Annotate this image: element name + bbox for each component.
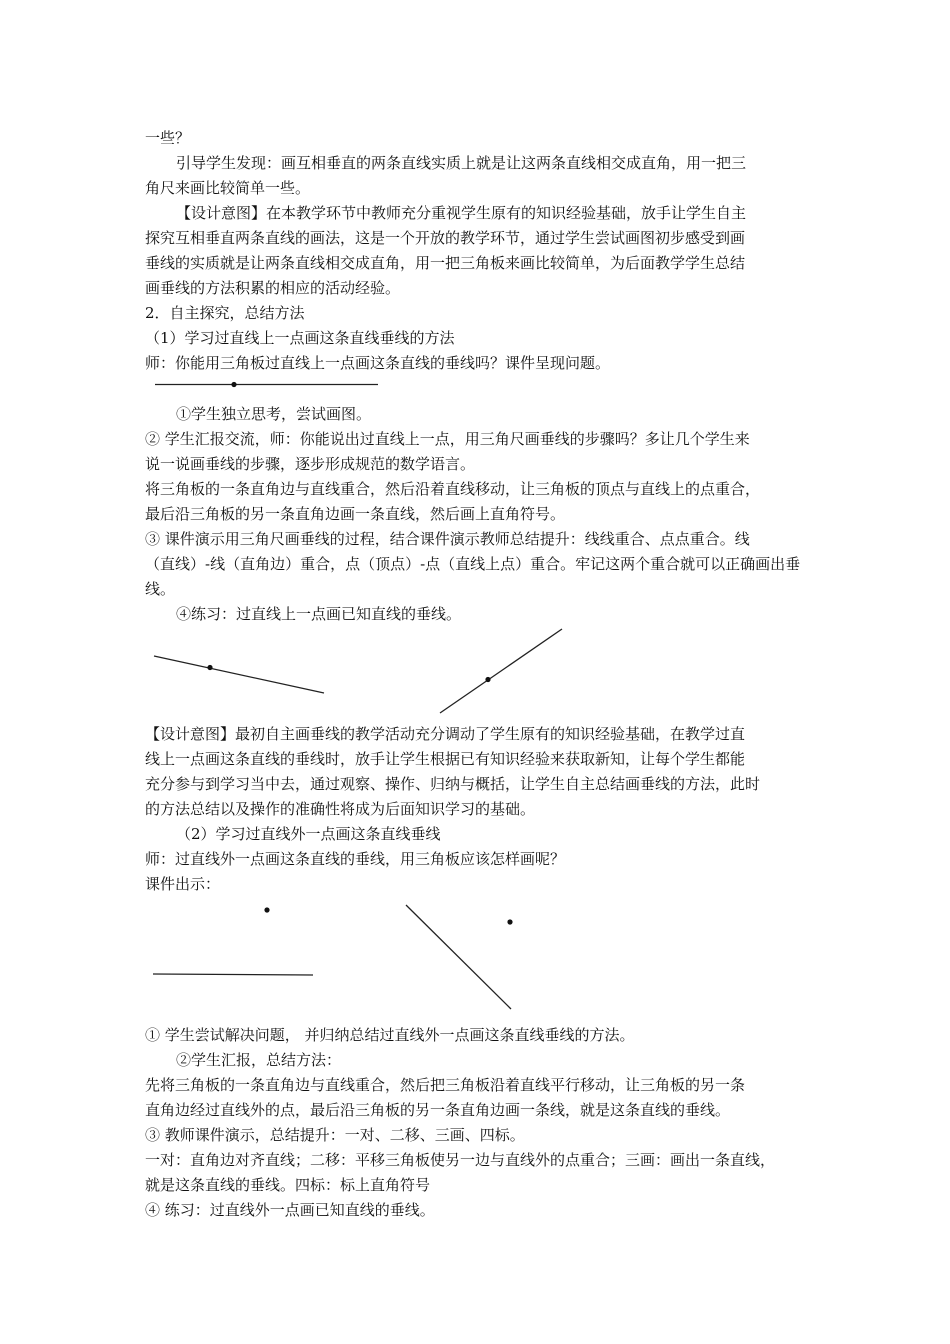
point-outside-line-2 <box>507 919 512 924</box>
paragraph-line: 的方法总结以及操作的准确性将成为后面知识学习的基础。 <box>145 800 536 818</box>
paragraph-line: 画垂线的方法积累的相应的活动经验。 <box>145 279 401 297</box>
paragraph-line: 将三角板的一条直角边与直线重合，然后沿着直线移动，让三角板的顶点与直线上的点重合， <box>145 480 761 498</box>
point-on-line <box>231 382 236 387</box>
paragraph-line: ②学生汇报，总结方法： <box>176 1051 342 1069</box>
paragraph-line: 直角边经过直线外的点，最后沿三角板的另一条直角边画一条线，就是这条直线的垂线。 <box>145 1101 731 1119</box>
design-intent-line: 【设计意图】最初自主画垂线的教学活动充分调动了学生原有的知识经验基础，在教学过直 <box>145 725 746 743</box>
paragraph-line: ④ 练习：过直线外一点画已知直线的垂线。 <box>145 1201 435 1219</box>
paragraph-line: 先将三角板的一条直角边与直线重合，然后把三角板沿着直线平行移动，让三角板的另一条 <box>145 1076 746 1094</box>
paragraph-line: ④练习：过直线上一点画已知直线的垂线。 <box>176 605 462 623</box>
paragraph-line: 最后沿三角板的另一条直角边画一条直线，然后画上直角符号。 <box>145 505 566 523</box>
paragraph-line: 一对：直角边对齐直线；二移：平移三角板使另一边与直线外的点重合；三画：画出一条直线， <box>145 1151 776 1169</box>
horizontal-line <box>153 974 313 975</box>
paragraph-line: 充分参与到学习当中去，通过观察、操作、归纳与概括，让学生自主总结画垂线的方法，此时 <box>145 775 761 793</box>
point-on-line-2 <box>485 677 490 682</box>
paragraph-line: ①学生独立思考，尝试画图。 <box>176 405 372 423</box>
paragraph-line: 垂线的实质就是让两条直线相交成直角，用一把三角板来画比较简单，为后面教学学生总结 <box>145 254 746 272</box>
point-on-line-1 <box>207 665 212 670</box>
paragraph-line: 引导学生发现：画互相垂直的两条直线实质上就是让这两条直线相交成直角，用一把三 <box>176 154 747 172</box>
paragraph-line: 线。 <box>145 580 176 598</box>
paragraph-line: ③ 教师课件演示，总结提升：一对、二移、三画、四标。 <box>145 1126 525 1144</box>
figure-line-with-point <box>150 376 390 394</box>
paragraph-line: 线上一点画这条直线的垂线时，放手让学生根据已有知识经验来获取新知，让每个学生都能 <box>145 750 746 768</box>
paragraph-line: 角尺来画比较简单一些。 <box>145 179 311 197</box>
paragraph-line: 师：过直线外一点画这条直线的垂线，用三角板应该怎样画呢？ <box>145 850 566 868</box>
point-outside-line-1 <box>264 907 269 912</box>
diagonal-line <box>406 905 511 1009</box>
slanted-line-1 <box>154 656 324 693</box>
paragraph-line: （直线）-线（直角边）重合，点（顶点）-点（直线上点）重合。牢记这两个重合就可以正确画出垂 <box>145 555 801 573</box>
paragraph-line: 说一说画垂线的步骤，逐步形成规范的数学语言。 <box>145 455 476 473</box>
paragraph-line: ① 学生尝试解决问题， 并归纳总结过直线外一点画这条直线垂线的方法。 <box>145 1026 635 1044</box>
subsection-heading: （1）学习过直线上一点画这条直线垂线的方法 <box>145 329 455 347</box>
section-heading: 2．自主探究，总结方法 <box>145 304 305 322</box>
figure-point-outside-line <box>140 895 540 1020</box>
paragraph-line: 一些？ <box>145 129 191 147</box>
paragraph-line: ② 学生汇报交流，师：你能说出过直线上一点，用三角尺画垂线的步骤吗？多让几个学生来 <box>145 430 750 448</box>
figure-exercise-lines <box>140 620 580 720</box>
subsection-heading: （2）学习过直线外一点画这条直线垂线 <box>176 825 441 843</box>
paragraph-line: 师：你能用三角板过直线上一点画这条直线的垂线吗？课件呈现问题。 <box>145 354 611 372</box>
slanted-line-2 <box>440 629 562 713</box>
paragraph-line: 就是这条直线的垂线。四标：标上直角符号 <box>145 1176 431 1194</box>
design-intent-line: 【设计意图】在本教学环节中教师充分重视学生原有的知识经验基础，放手让学生自主 <box>176 204 747 222</box>
paragraph-line: ③ 课件演示用三角尺画垂线的过程，结合课件演示教师总结提升：线线重合、点点重合。线 <box>145 530 750 548</box>
paragraph-line: 探究互相垂直两条直线的画法，这是一个开放的教学环节，通过学生尝试画图初步感受到画 <box>145 229 746 247</box>
paragraph-line: 课件出示： <box>145 875 221 893</box>
